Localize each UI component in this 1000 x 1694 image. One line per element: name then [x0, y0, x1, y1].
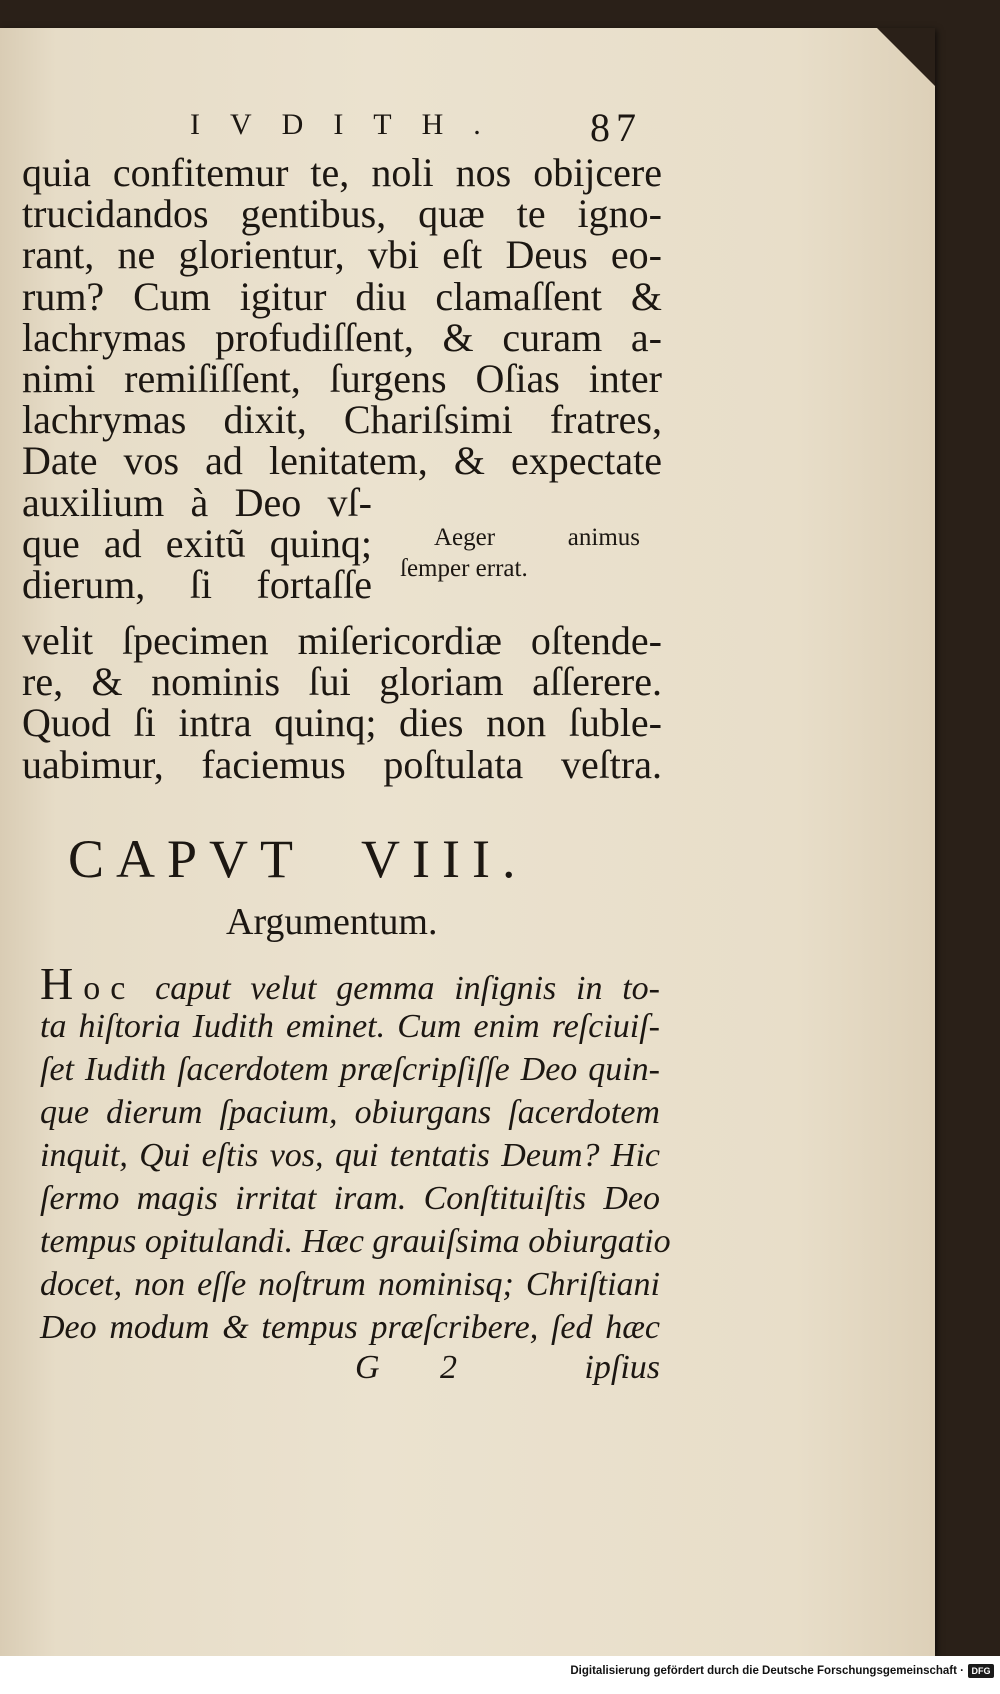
argument-line: tempus opitulandi. Hæc grauiſsima obiurgatio — [40, 1223, 671, 1260]
argument-line: ſermo magis irritat iram. Conſtituiſtis Deo — [40, 1180, 660, 1217]
dfg-logo-icon: DFG — [968, 1664, 994, 1678]
lead-word: Hoc — [40, 958, 136, 1009]
argument-line: que dierum ſpacium, obiurgans ſacerdotem — [40, 1094, 660, 1131]
body-paragraph-narrow — [22, 482, 372, 606]
body-line: nimi remiſiſſent, ſurgens Oſias inter — [22, 355, 662, 401]
chapter-number: VIII. — [361, 829, 528, 889]
body-line: rant, ne glorientur, vbi eſt Deus eo- — [22, 232, 662, 278]
body-paragraph — [22, 152, 662, 482]
body-line: lachrymas profudiſſent, & curam a- — [22, 314, 662, 360]
body-line: que ad exitũ quinq; — [22, 521, 372, 567]
argument-heading: Argumentum. — [226, 901, 438, 943]
body-line: Date vos ad lenitatem, & expectate — [22, 438, 662, 484]
body-line: auxilium à Deo vſ- — [22, 480, 372, 525]
funding-credit: Digitalisierung gefördert durch die Deutsche Forschungsgemeinschaft · — [570, 1665, 964, 1677]
body-line: quia confitemur te, noli nos obijcere — [22, 150, 662, 195]
body-line: re, & nominis ſui gloriam aſſerere. — [22, 659, 662, 705]
body-line: trucidandos gentibus, quæ te igno- — [22, 191, 662, 237]
argument-line: docet, non eſſe noſtrum nominisq; Chriſtiani — [40, 1266, 660, 1303]
marginal-note — [400, 522, 640, 584]
page-number: 87 — [590, 105, 642, 150]
chapter-heading — [68, 828, 628, 888]
argument-line: ta hiſtoria Iudith eminet. Cum enim reſciuiſ- — [40, 1008, 660, 1045]
folded-page-corner — [877, 28, 935, 86]
marginal-note-line: Aeger animus — [434, 524, 640, 551]
body-line: velit ſpecimen miſericordiæ oſtende- — [22, 618, 662, 663]
catchword: ipſius — [584, 1349, 660, 1386]
argument-line — [40, 958, 661, 1009]
body-line: rum? Cum igitur diu clamaſſent & — [22, 273, 662, 319]
signature-line — [355, 1349, 660, 1391]
body-line: Quod ſi intra quinq; dies non ſuble- — [22, 700, 662, 746]
body-paragraph-end — [22, 620, 662, 785]
chapter-label: CAPVT — [68, 829, 306, 889]
running-head-title: IVDITH. — [190, 108, 511, 141]
argument-paragraph — [40, 958, 671, 1349]
body-line: uabimur, faciemus poſtulata veſtra. — [22, 741, 662, 787]
argument-line: Deo modum & tempus præſcribere, ſed hæc — [40, 1309, 660, 1346]
body-line: dierum, ſi fortaſſe — [22, 562, 372, 608]
running-head — [190, 104, 650, 154]
signature-mark: G 2 — [355, 1349, 484, 1386]
initial-capital: H — [40, 958, 84, 1009]
argument-line-text: caput velut gemma inſignis in to- — [155, 970, 661, 1007]
argument-line: ſet Iudith ſacerdotem præſcripſiſſe Deo quin- — [40, 1051, 660, 1088]
marginal-note-line: ſemper errat. — [400, 555, 528, 582]
body-line: lachrymas dixit, Chariſsimi fratres, — [22, 397, 662, 443]
argument-line: inquit, Qui eſtis vos, qui tentatis Deum? Hic — [40, 1137, 660, 1174]
